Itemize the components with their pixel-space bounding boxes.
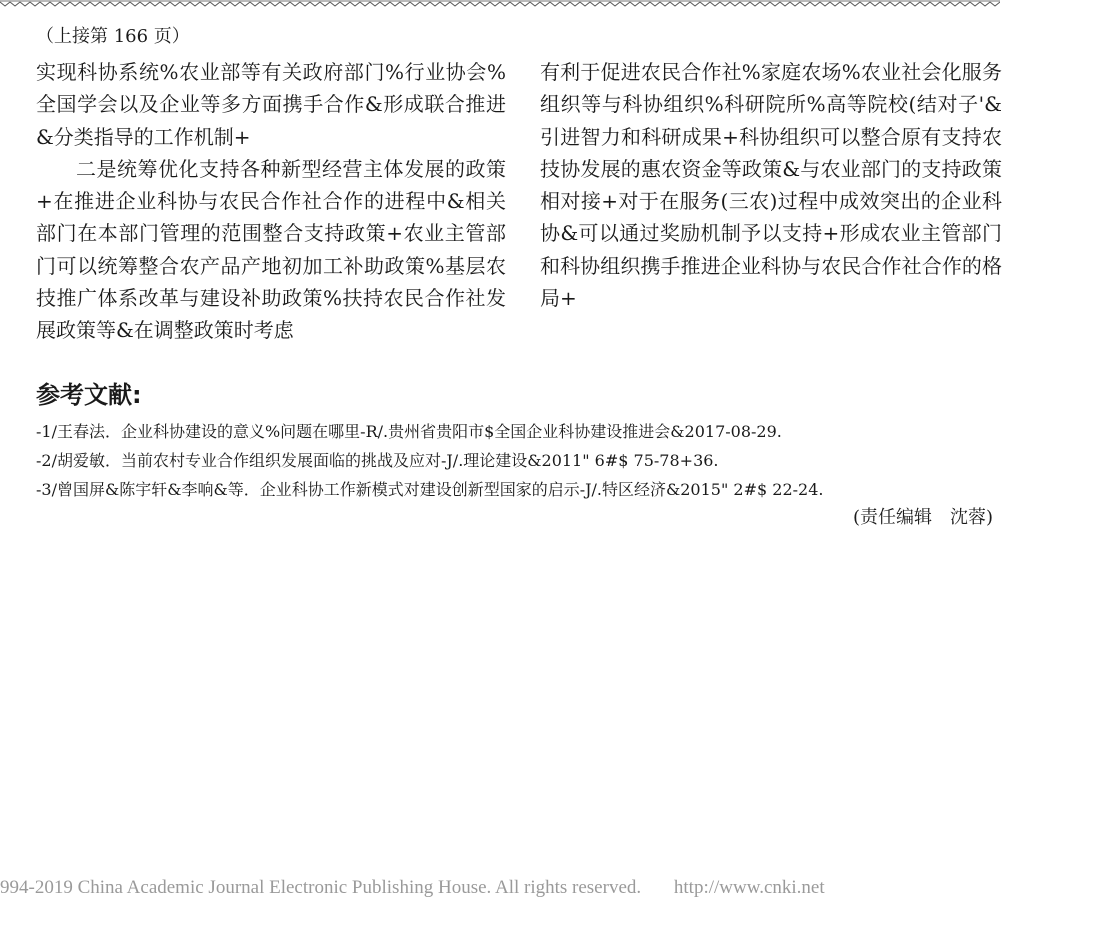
reference-item: -2/胡爱敏．当前农村专业合作组织发展面临的挑战及应对-J/.理论建设&2011" 6#$ 75-78+36.	[36, 451, 719, 470]
references-heading: 参考文献:	[36, 381, 142, 409]
body-paragraph: 有利于促进农民合作社%家庭农场%农业社会化服务组织等与科协组织%科研院所%高等院校(结对子'&引进智力和科研成果+科协组织可以整合原有支持农技协发展的惠农资金等政策&与农业部门的支持政策相对接+对于在服务(三农)过程中成效突出的企业科协&可以通过奖励机制予以支持+形成农业主管部门和科协组织携手推进企业科协与农民合作社合作的格局+	[540, 60, 1002, 311]
copyright-footer	[0, 875, 825, 901]
left-text-column	[36, 56, 506, 347]
decorative-top-border	[0, 0, 1000, 8]
reference-list	[36, 417, 996, 504]
reference-item: -1/王春法．企业科协建设的意义%问题在哪里-R/.贵州省贵阳市$全国企业科协建设推进会&2017-08-29.	[36, 422, 782, 441]
continued-from-note: （上接第 166 页）	[36, 26, 190, 47]
body-paragraph: 二是统筹优化支持各种新型经营主体发展的政策+在推进企业科协与农民合作社合作的进程中&相关部门在本部门管理的范围整合支持政策+农业主管部门可以统筹整合农产品产地初加工补助政策%基层农技推广体系改革与建设补助政策%扶持农民合作社发展政策等&在调整政策时考虑	[36, 156, 506, 343]
right-text-column	[540, 56, 1002, 314]
copyright-text: 994-2019 China Academic Journal Electronic Publishing House. All rights reserved.	[0, 877, 642, 898]
responsible-editor-note: (责任编辑 沈蓉)	[852, 507, 993, 528]
footer-url-link[interactable]: http://www.cnki.net	[673, 877, 825, 898]
reference-item: -3/曾国屏&陈宇轩&李响&等．企业科协工作新模式对建设创新型国家的启示-J/.特区经济&2015" 2#$ 22-24.	[36, 480, 824, 499]
body-paragraph: 实现科协系统%农业部等有关政府部门%行业协会%全国学会以及企业等多方面携手合作&形成联合推进&分类指导的工作机制+	[36, 60, 506, 149]
